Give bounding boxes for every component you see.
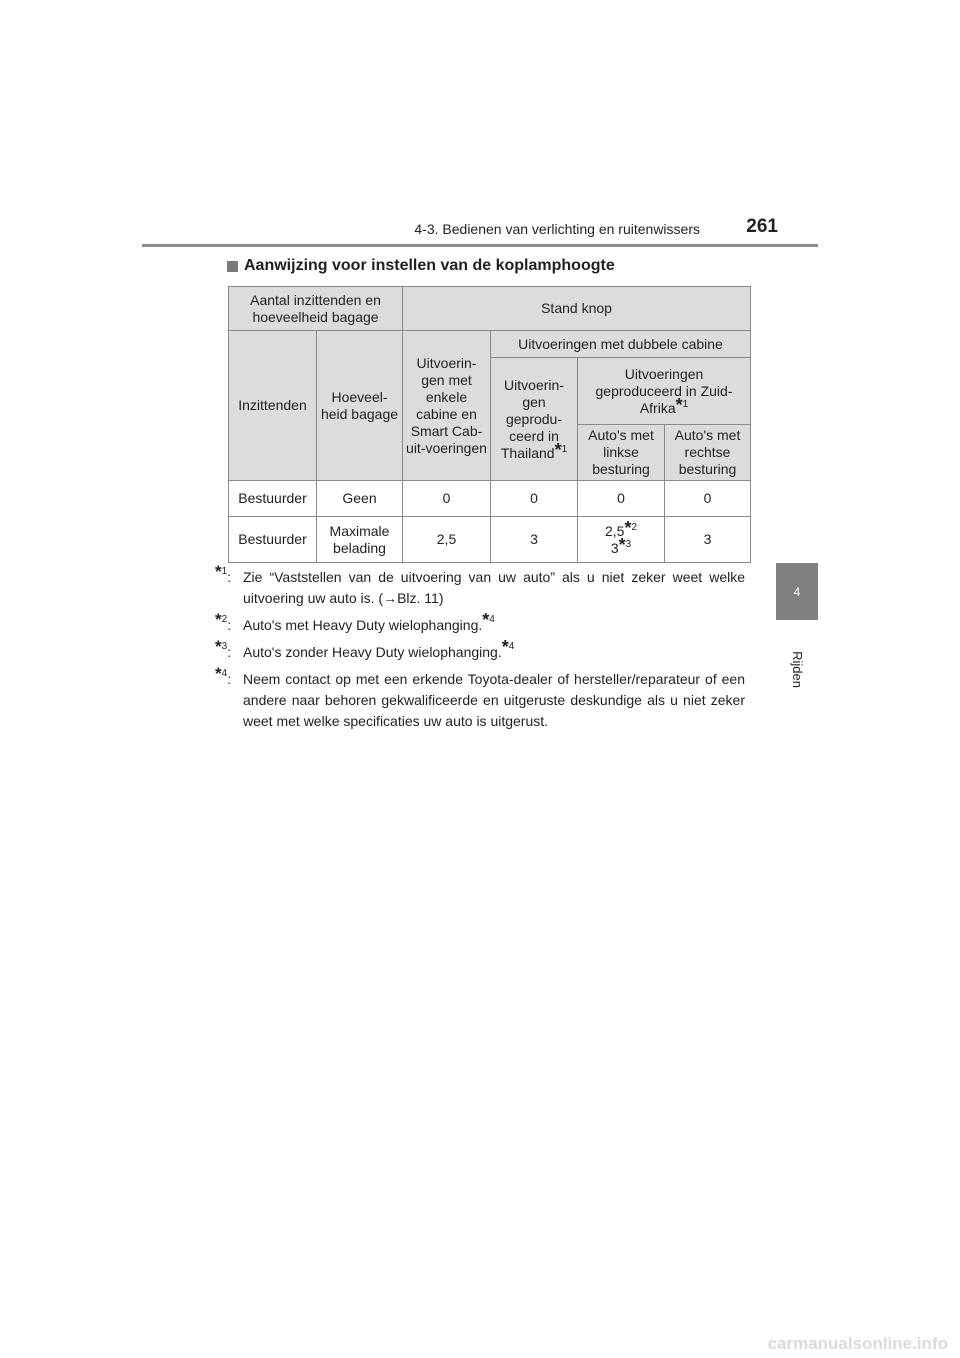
cell-single-cabin: 0 (403, 481, 491, 517)
footnote-number: 3 (221, 641, 228, 652)
footnote-asterisk-icon: * (215, 664, 222, 683)
cell-luggage: Maximale belading (317, 517, 403, 563)
header-rule (142, 244, 818, 247)
header-single-cabin: Uitvoerin-gen met enkele cabine en Smart Cab-uit-voeringen (403, 331, 491, 481)
cell-left-hand-drive: 0 (578, 481, 665, 517)
footnote-item (215, 562, 745, 609)
footer-watermark: carmanualsonline.info (767, 1334, 948, 1353)
footnote-asterisk-icon: * (215, 562, 222, 581)
chapter-label-text: Rijden (789, 650, 805, 688)
footnote-text: Auto's met Heavy Duty wielophanging. (243, 617, 483, 633)
footnote-item (215, 637, 745, 663)
cell-left-hand-drive (578, 517, 665, 563)
header-switch-position: Stand knop (403, 287, 751, 331)
footnote-marker: *$^1$: (215, 562, 232, 585)
footnote-number: 4 (221, 668, 228, 679)
footnote-asterisk-icon: * (624, 517, 632, 538)
header-right-hand-drive: Auto's met rechtse besturing (665, 425, 751, 481)
footnote-ref: 4 (489, 614, 495, 625)
section-heading-text: Aanwijzing voor instellen van de koplamphoogte (244, 257, 615, 274)
footnote-marker: *$^2$: (215, 610, 232, 633)
section-heading (227, 257, 615, 275)
footnote-asterisk-icon: * (501, 637, 509, 657)
header-south-africa-note: 1 (682, 398, 689, 410)
page-number: 261 (746, 216, 778, 237)
chapter-tab (776, 563, 818, 620)
header-thailand-text: Uitvoerin-gen geprodu-ceerd in Thailand (500, 376, 564, 461)
header-thailand-note: 1 (561, 443, 568, 455)
headlight-level-table (228, 286, 751, 563)
footnotes (215, 562, 745, 738)
cell-luggage: Geen (317, 481, 403, 517)
cell-occupants: Bestuurder (229, 517, 317, 563)
footnote-ref: 4 (508, 641, 515, 652)
running-header: 4-3. Bedienen van verlichting en ruitenwissers (414, 221, 700, 237)
cell-value-a: 2,5 (604, 522, 625, 539)
header-thailand (491, 358, 578, 481)
cell-single-cabin: 2,5 (403, 517, 491, 563)
footnote-asterisk-icon: * (215, 610, 222, 629)
square-bullet-icon (227, 261, 238, 272)
header-south-africa (578, 358, 751, 425)
footnote-body (243, 610, 745, 636)
footnote-asterisk-icon: * (618, 534, 626, 555)
cell-thailand: 0 (491, 481, 578, 517)
cell-occupants: Bestuurder (229, 481, 317, 517)
footnote-asterisk-icon: * (215, 637, 222, 656)
footnote-marker: *$^4$: (215, 664, 232, 687)
header-occupants-luggage: Aantal inzittenden en hoeveelheid bagage (229, 287, 403, 331)
header-left-hand-drive: Auto's met linkse besturing (578, 425, 665, 481)
footnote-asterisk-icon: * (482, 610, 490, 630)
footnote-item (215, 610, 745, 636)
chapter-label (780, 652, 814, 686)
cell-right-hand-drive: 0 (665, 481, 751, 517)
table-row (229, 481, 751, 517)
header-south-africa-text: Uitvoeringen geproduceerd in Zuid-Afrika (595, 365, 733, 416)
header-occupants: Inzittenden (229, 331, 317, 481)
footnote-asterisk-icon: * (554, 439, 562, 460)
cell-thailand: 3 (491, 517, 578, 563)
footnote-item (215, 664, 745, 732)
cell-value-b: 3 (610, 539, 619, 556)
footnote-number: 2 (221, 614, 228, 625)
footnote-number: 1 (221, 566, 228, 577)
header-luggage: Hoeveel-heid bagage (317, 331, 403, 481)
footnote-body (243, 637, 745, 663)
footnote-text: Zie “Vaststellen van de uitvoering van uw auto” als u niet zeker weet welke uitvoering uw auto is. (→Blz. 11) (243, 569, 745, 606)
chapter-number: 4 (793, 584, 801, 599)
cell-note-a: 2 (631, 521, 638, 533)
table-row (229, 517, 751, 563)
footnote-text: Neem contact op met een erkende Toyota-dealer of hersteller/reparateur of een andere naar behoren gekwalificeerde en uitgeruste deskundige als u niet zeker weet met welke specificaties uw auto is uitgerust. (243, 671, 745, 729)
footnote-marker: *$^3$: (215, 637, 232, 660)
footnote-asterisk-icon: * (675, 394, 683, 415)
footnote-text: Auto's zonder Heavy Duty wielophanging. (243, 644, 502, 660)
cell-note-b: 3 (625, 538, 632, 550)
header-double-cabin: Uitvoeringen met dubbele cabine (491, 331, 751, 358)
cell-right-hand-drive: 3 (665, 517, 751, 563)
